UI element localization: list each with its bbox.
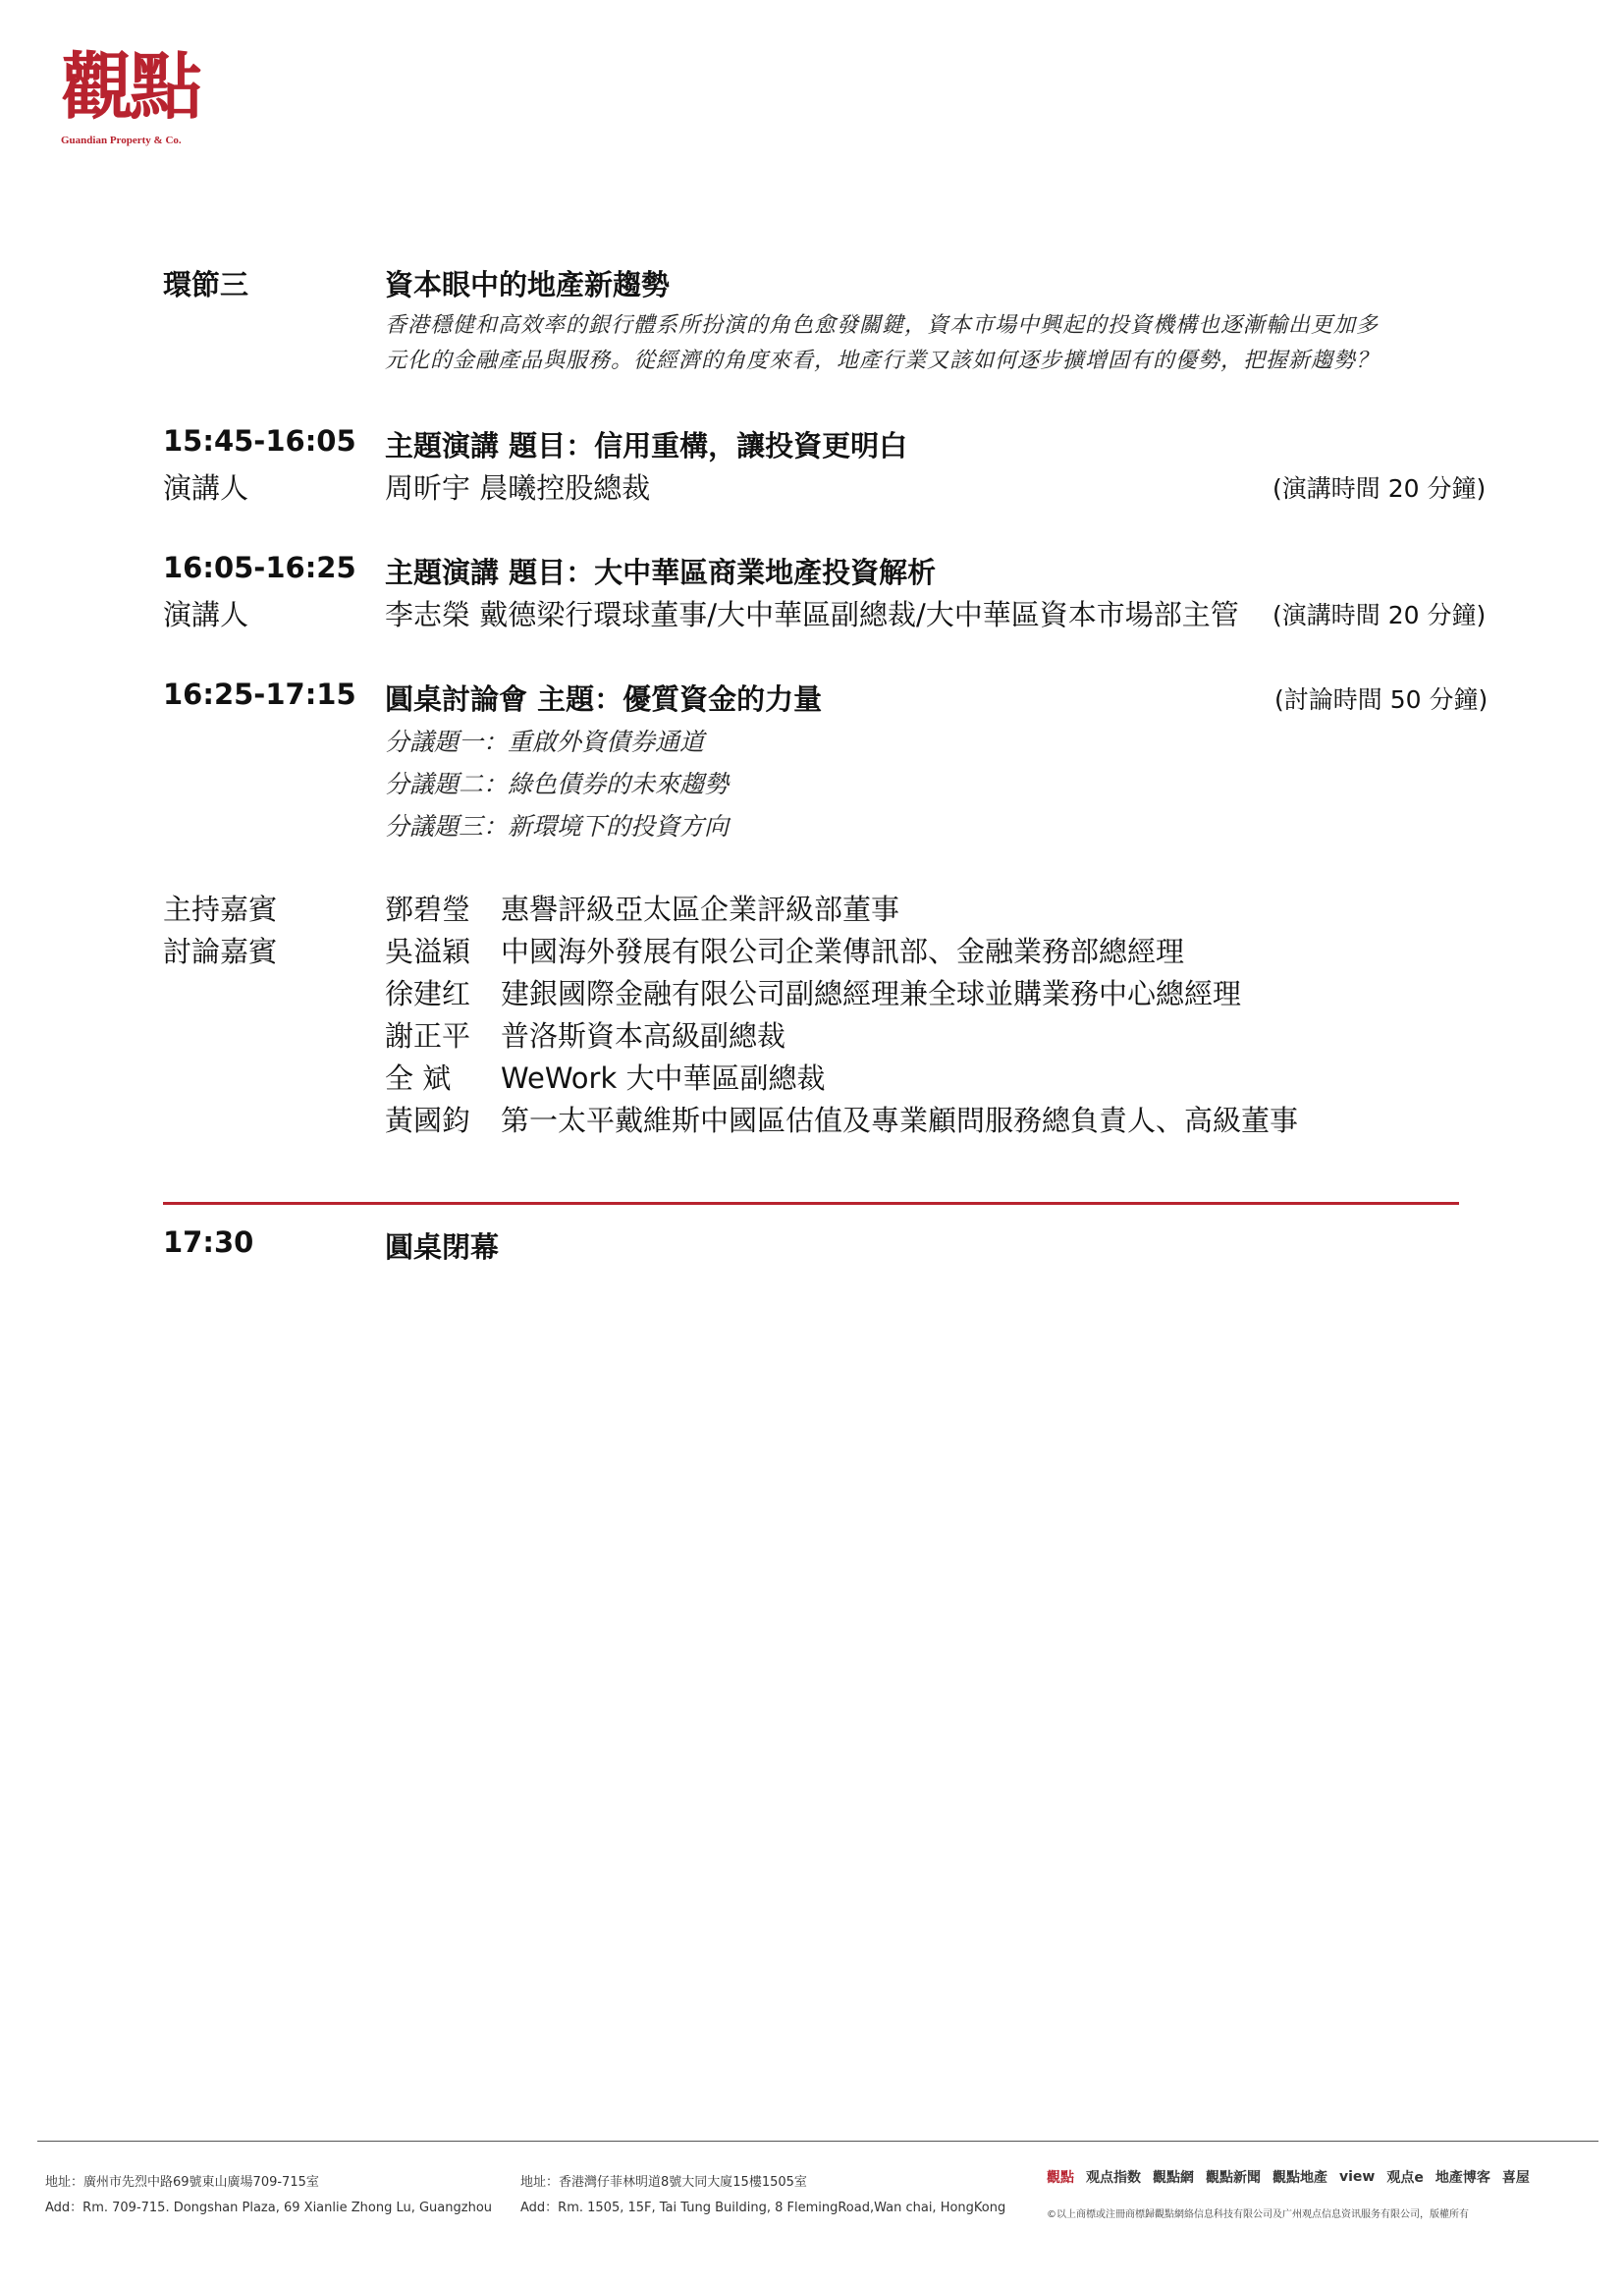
panelist-title: 中國海外發展有限公司企業傳訊部、金融業務部總經理: [501, 935, 1185, 968]
panelist-title: 惠譽評級亞太區企業評級部董事: [501, 893, 900, 926]
panelist-name: 全 斌: [385, 1061, 452, 1095]
panelist-name: 鄧碧瑩: [385, 893, 471, 926]
section-title: 資本眼中的地產新趨勢: [385, 268, 671, 301]
footer-address-gz-cn: 地址：廣州市先烈中路69號東山廣場709-715室: [45, 2175, 319, 2190]
section-label: 環節三: [163, 268, 249, 301]
footer-copyright-note: ©以上商標或注冊商標歸觀點網絡信息科技有限公司及广州观点信息资讯服务有限公司，版權所有: [1047, 2209, 1469, 2220]
subtopic: 分議題一：重啟外資債券通道: [385, 728, 705, 756]
panelist-name: 吳溢穎: [385, 935, 471, 968]
session-time: 15:45-16:05: [163, 424, 356, 458]
section-description-line-2: 元化的金融產品與服務。從經濟的角度來看，地產行業又該如何逐步擴增固有的優勢，把握新趨勢？: [385, 349, 1380, 373]
session-title: 圓桌討論會 主題：優質資金的力量: [385, 682, 823, 716]
footer-brand-logos: [1047, 2167, 1530, 2187]
session-duration: (演講時間 20 分鐘): [1272, 601, 1487, 629]
session-time: 16:25-17:15: [163, 678, 356, 711]
panelist-title: 普洛斯資本高級副總裁: [501, 1019, 786, 1053]
brand-logo: 觀點網: [1153, 2170, 1194, 2186]
brand-logo: 观点e: [1386, 2170, 1424, 2186]
brand-logo: view: [1339, 2169, 1376, 2185]
panelist-title: 建銀國際金融有限公司副總經理兼全球並購業務中心總經理: [501, 977, 1242, 1010]
company-logo: 觀點: [61, 45, 198, 130]
speaker-label: 演講人: [163, 598, 249, 631]
subtopic: 分議題三：新環境下的投資方向: [385, 812, 730, 841]
footer-address-hk-cn: 地址：香港灣仔菲林明道8號大同大廈15樓1505室: [520, 2175, 807, 2190]
brand-logo: 觀點: [1047, 2170, 1074, 2186]
session-time: 16:05-16:25: [163, 551, 356, 584]
guest-label: 討論嘉賓: [163, 935, 278, 968]
brand-logo: 喜屋: [1501, 2170, 1530, 2186]
speaker-info: 李志榮 戴德梁行環球董事/大中華區副總裁/大中華區資本市場部主管: [385, 598, 1239, 631]
speaker-label: 演講人: [163, 471, 249, 505]
session-duration: (演講時間 20 分鐘): [1272, 474, 1487, 503]
panelist-name: 謝正平: [385, 1019, 471, 1053]
brand-logo: 观点指数: [1086, 2170, 1141, 2186]
closing-title: 圓桌閉幕: [385, 1230, 500, 1264]
section-description-line-1: 香港穩健和高效率的銀行體系所扮演的角色愈發關鍵，資本市場中興起的投資機構也逐漸輸出更加多: [385, 313, 1380, 338]
session-title: 主題演講 題目：大中華區商業地產投資解析: [385, 556, 937, 589]
closing-time: 17:30: [163, 1225, 254, 1259]
session-duration: (討論時間 50 分鐘): [1274, 685, 1489, 714]
panelist-title: WeWork 大中華區副總裁: [501, 1061, 826, 1095]
panelist-name: 徐建红: [385, 977, 471, 1010]
panelist-title: 第一太平戴維斯中國區估值及專業顧問服務總負責人、高級董事: [501, 1104, 1299, 1137]
speaker-info: 周昕宇 晨曦控股總裁: [385, 471, 651, 505]
footer-address-gz-en: Add：Rm. 709-715. Dongshan Plaza, 69 Xianlie Zhong Lu, Guangzhou: [45, 2201, 493, 2215]
panelist-name: 黃國鈞: [385, 1104, 471, 1137]
company-logo-subtitle: Guandian Property & Co.: [61, 135, 182, 146]
footer-divider: [37, 2141, 1598, 2142]
host-label: 主持嘉賓: [163, 893, 278, 926]
brand-logo: 觀點地產: [1272, 2170, 1327, 2186]
footer-address-hk-en: Add：Rm. 1505, 15F, Tai Tung Building, 8 FlemingRoad,Wan chai, HongKong: [520, 2201, 1006, 2215]
brand-logo: 觀點新聞: [1206, 2170, 1261, 2186]
session-title: 主題演講 題目：信用重構，讓投資更明白: [385, 429, 908, 462]
subtopic: 分議題二：綠色債券的未來趨勢: [385, 770, 730, 798]
brand-logo: 地產博客: [1435, 2170, 1490, 2186]
section-divider: [163, 1202, 1459, 1205]
